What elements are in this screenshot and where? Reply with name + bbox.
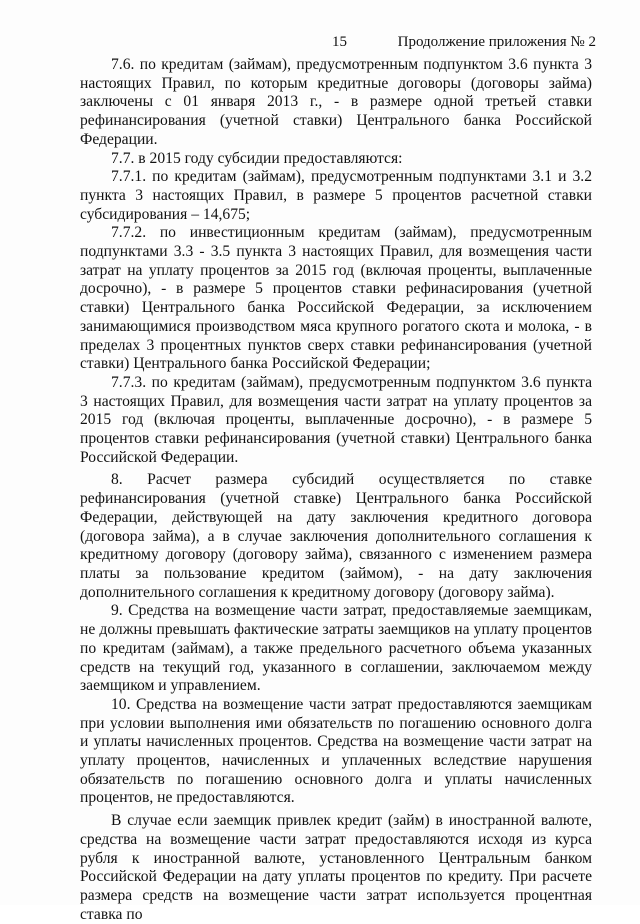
appendix-label: Продолжение приложения № 2: [397, 34, 596, 50]
paragraph-foreign-currency: В случае если заемщик привлек кредит (займ) в иностранной валюте, средства на возмещение части затрат предоставляются исходя из курса рубля к иностранной валюте, установленного Центральным банком Российской Федерации на дату уплаты процентов по кредиту. При расчете размера средств на возмещение части затрат используется процентная ставка по: [80, 812, 592, 923]
paragraph-7-7-2: 7.7.2. по инвестиционным кредитам (займам), предусмотренным подпунктами 3.3 - 3.5 пункта 3 настоящих Правил, для возмещения части затрат на уплату процентов за 2015 год (включая проценты, выплаченные досрочно), - в размере 5 процентов ставки рефинасирования (учетной ставки) Центрального банка Российской Федерации, за исключением занимающимися производством мяса крупного рогатого скота и молока, - в пределах 3 процентных пунктов сверх ставки рефинансирования (учетной ставки) Центрального банка Российской Федерации;: [80, 224, 592, 373]
paragraph-8: 8. Расчет размера субсидий осуществляется по ставке рефинансирования (учетной ставке) Центрального банка Российской Федерации, действующей на дату заключения кредитного договора (договора займа), а в случае заключения дополнительного соглашения к кредитному договору (договору займа), связанного с изменением размера платы за пользование кредитом (займом), - на дату заключения дополнительного соглашения к кредитному договору (договору займа).: [80, 471, 592, 601]
paragraph-7-6: 7.6. по кредитам (займам), предусмотренным подпунктом 3.6 пункта 3 настоящих Правил, по которым кредитные договоры (договоры займа) заключены с 01 января 2013 г., - в размере одной третьей ставки рефинансирования (учетной ставки) Центрального банка Российской Федерации.: [80, 56, 592, 148]
paragraph-9: 9. Средства на возмещение части затрат, предоставляемые заемщикам, не должны превышать фактические затраты заемщиков на уплату процентов по кредитам (займам), а также предельного расчетного объема указанных средств на текущий год, указанного в соглашении, заключаемом между заемщиком и управлением.: [80, 602, 592, 695]
paragraph-10: 10. Средства на возмещение части затрат предоставляются заемщикам при условии выполнения ими обязательств по погашению основного долга и уплаты начисленных процентов. Средства на возмещение части затрат на уплату процентов, начисленных и уплаченных вследствие нарушения обязательств по погашению основного долга и уплаты начисленных процентов, не предоставляются.: [80, 695, 592, 807]
page-number: 15: [332, 34, 347, 50]
paragraph-7-7: 7.7. в 2015 году субсидии предоставляются:: [111, 149, 403, 167]
document-body: [80, 56, 592, 924]
paragraph-7-7-1: 7.7.1. по кредитам (займам), предусмотренным подпунктами 3.1 и 3.2 пункта 3 настоящих Правил, в размере 5 процентов расчетной ставки субсидирования – 14,675;: [80, 168, 592, 223]
paragraph-7-7-3: 7.7.3. по кредитам (займам), предусмотренным подпунктом 3.6 пункта 3 настоящих Правил, для возмещения части затрат на уплату процентов за 2015 год (включая проценты, выплаченные досрочно), - в размере 5 процентов ставки рефинансирования (учетной ставки) Центрального банка Российской Федерации.: [80, 373, 592, 466]
page-header: [78, 34, 596, 54]
